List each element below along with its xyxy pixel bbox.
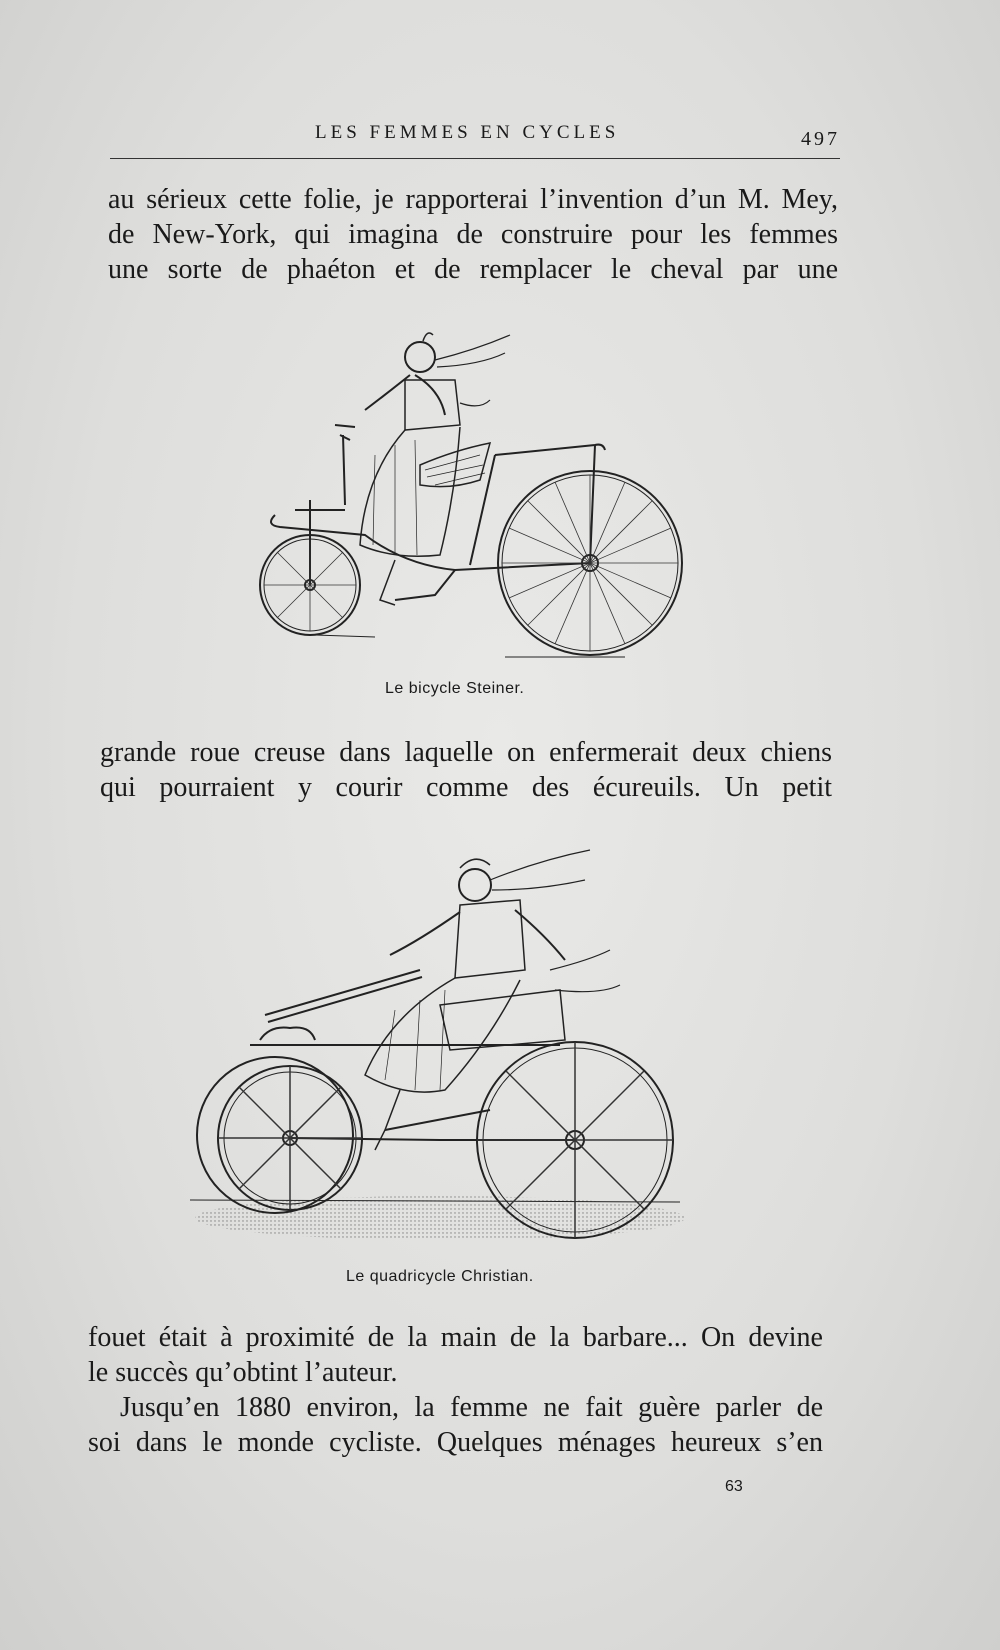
bicycle-steiner-illustration bbox=[255, 315, 685, 675]
text-line: grande roue creuse dans laquelle on enfermerait deux chiens bbox=[100, 737, 832, 768]
text-line: de New-York, qui imagina de construire pour les femmes bbox=[108, 219, 838, 250]
text-line: fouet était à proximité de la main de la barbare... On devine bbox=[88, 1322, 823, 1353]
text-line: au sérieux cette folie, je rapporterai l’invention d’un M. Mey, bbox=[108, 184, 838, 215]
text-line: Jusqu’en 1880 environ, la femme ne fait guère parler de bbox=[120, 1392, 823, 1423]
running-head bbox=[110, 118, 840, 159]
quadricycle-christian-illustration bbox=[190, 840, 690, 1260]
text-line: soi dans le monde cycliste. Quelques ménages heureux s’en bbox=[88, 1427, 823, 1458]
paragraph-1 bbox=[108, 182, 838, 287]
figure-caption: Le quadricycle Christian. bbox=[346, 1268, 534, 1285]
paragraph-2 bbox=[100, 735, 832, 805]
paragraph-3 bbox=[88, 1320, 823, 1390]
text-line: une sorte de phaéton et de remplacer le cheval par une bbox=[108, 254, 838, 285]
running-title: LES FEMMES EN CYCLES bbox=[315, 122, 620, 143]
figure-caption: Le bicycle Steiner. bbox=[385, 680, 525, 697]
text-line: le succès qu’obtint l’auteur. bbox=[88, 1357, 398, 1388]
paragraph-4 bbox=[88, 1390, 823, 1460]
page-number: 497 bbox=[801, 128, 840, 150]
signature-mark: 63 bbox=[725, 1478, 743, 1495]
text-line: qui pourraient y courir comme des écureuils. Un petit bbox=[100, 772, 832, 803]
